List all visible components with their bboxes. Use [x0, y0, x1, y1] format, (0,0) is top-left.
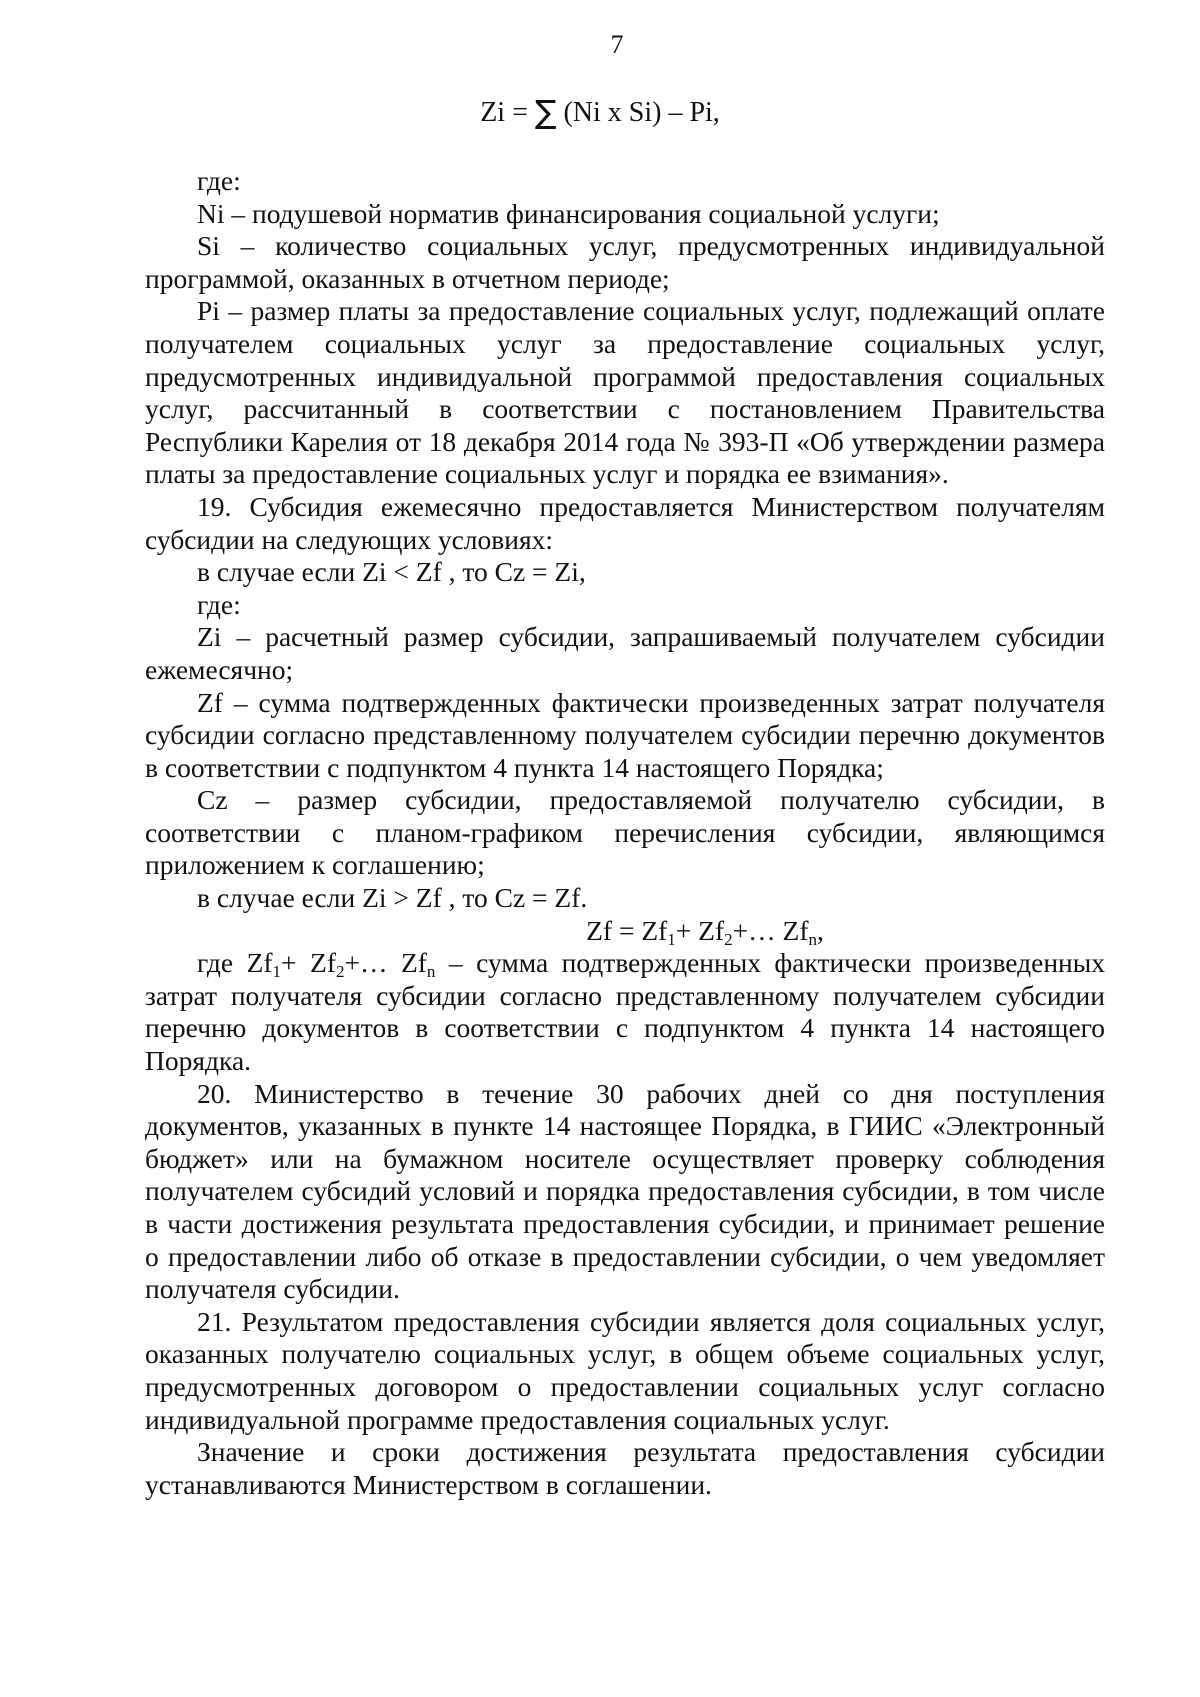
condition-case-2: в случае если Zi > Zf , то Cz = Zf.	[197, 882, 588, 914]
where-label-2: где:	[197, 588, 241, 620]
zf-def-dots: +… Zf	[344, 947, 427, 979]
subscript-n: n	[808, 929, 817, 949]
subscript-n: n	[426, 962, 436, 982]
zf-sum-formula	[145, 915, 1105, 948]
sigma-symbol: ∑	[534, 93, 557, 131]
subscript-1: 1	[272, 962, 282, 982]
paragraph-20: 20. Министерство в течение 30 рабочих дней со дня поступления документов, указанных в пункте 14 настоящее Порядка, в ГИИС «Электронный бюджет» или на бумажном носителе осуществляет проверку соблюдения получателем субсидий условий и порядка предоставления субсидии, в том числе в части достижения результата предоставления субсидии, и принимает решение о предоставлении либо об отказе в предоставлении субсидии, о чем уведомляет получателя субсидии.	[145, 1077, 1105, 1305]
paragraph-19: 19. Субсидия ежемесячно предоставляется Министерством получателям субсидии на следующих условиях:	[145, 490, 1105, 555]
zf-sum-dots: +… Zf	[732, 914, 809, 946]
definition-cz: Cz – размер субсидии, предоставляемой получателю субсидии, в соответствии с планом-графиком перечисления субсидии, являющимся приложением к соглашению;	[145, 784, 1105, 881]
subscript-2: 2	[724, 929, 733, 949]
zf-sum-plus: + Zf	[675, 914, 725, 946]
where-label: где:	[197, 165, 241, 196]
formula-lhs: Zi =	[480, 97, 535, 128]
zf-sum-prefix: Zf = Zf	[586, 914, 668, 946]
definition-si: Si – количество социальных услуг, предусмотренных индивидуальной программой, оказанных в отчетном периоде;	[145, 230, 1105, 294]
paragraph-values: Значение и сроки достижения результата предоставления субсидии устанавливаются Министерством в соглашении.	[145, 1436, 1105, 1500]
definition-ni: Ni – подушевой норматив финансирования социальной услуги;	[197, 197, 940, 229]
formula-rhs: (Ni x Si) – Pi,	[556, 97, 720, 128]
zf-def-text: – сумма подтвержденных фактически произведенных затрат получателя субсидии согласно представленному получателем субсидии перечню документов в соответствии с подпунктом 4 пункта 14 настоящего Порядка.	[145, 947, 1105, 1077]
definition-zi: Zi – расчетный размер субсидии, запрашиваемый получателем субсидии ежемесячно;	[145, 621, 1105, 685]
definition-zf-sum	[145, 947, 1105, 1077]
paragraph-21: 21. Результатом предоставления субсидии является доля социальных услуг, оказанных получателю социальных услуг, в общем объеме социальных услуг, предусмотренных договором о предоставлении социальных услуг согласно индивидуальной программе предоставления социальных услуг.	[145, 1305, 1105, 1435]
subscript-1: 1	[667, 929, 676, 949]
page-number: 7	[610, 30, 624, 59]
definition-zf: Zf – сумма подтвержденных фактически произведенных затрат получателя субсидии согласно представленному получателем субсидии перечню документов в соответствии с подпунктом 4 пункта 14 настоящего Порядка;	[145, 686, 1105, 783]
zf-def-prefix: где Zf	[197, 947, 273, 979]
definition-pi: Pi – размер платы за предоставление социальных услуг, подлежащий оплате получателем социальных услуг за предоставление социальных услуг, предусмотренных индивидуальной программой предоставления социальных услуг, рассчитанный в соответствии с постановлением Правительства Республики Карелия от 18 декабря 2014 года № 393-П «Об утверждении размера платы за предоставление социальных услуг и порядка ее взимания».	[145, 295, 1105, 490]
zf-sum-suffix: ,	[816, 914, 824, 946]
document-body	[145, 165, 1105, 1501]
condition-case-1: в случае если Zi < Zf , то Cz = Zi,	[197, 556, 586, 588]
subsidy-formula	[0, 90, 1200, 133]
subscript-2: 2	[335, 962, 345, 982]
zf-def-plus: + Zf	[281, 947, 336, 979]
